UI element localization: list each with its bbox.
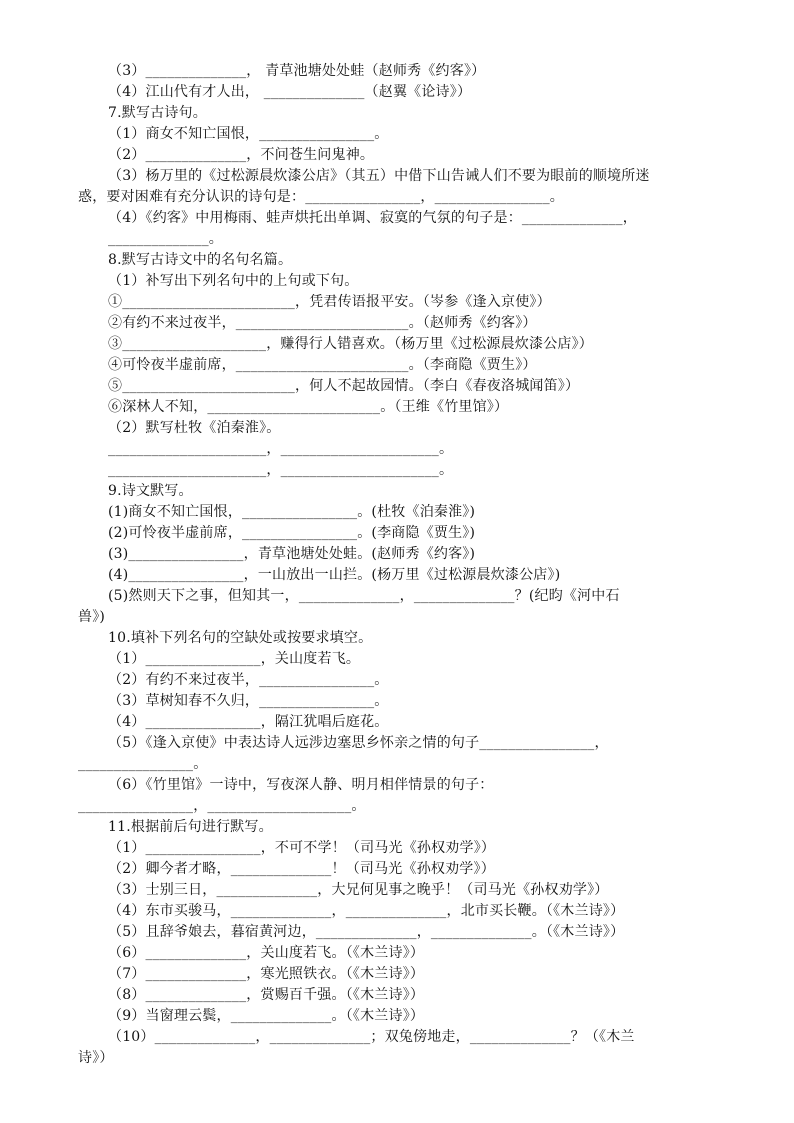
text-line: (2)可怜夜半虚前席，________________。(李商隐《贾生》) <box>108 525 476 541</box>
text-line: （7）______________，寒光照铁衣。（《木兰诗》） <box>108 966 425 982</box>
text-line: ______________________，______________________。 <box>108 441 454 457</box>
section-heading: 7.默写古诗句。 <box>108 105 207 121</box>
text-line: （2）卿今者才略，______________！（司马光《孙权劝学》） <box>108 861 495 877</box>
section-heading: 10.填补下列名句的空缺处或按要求填空。 <box>108 630 373 646</box>
text-line: 诗》） <box>78 1050 114 1066</box>
text-line: ______________________，______________________。 <box>108 462 454 478</box>
text-line: （1）商女不知亡国恨，________________。 <box>108 126 389 142</box>
text-line: （9）当窗理云鬓，______________。（《木兰诗》） <box>108 1008 425 1024</box>
text-line: （4）《约客》中用梅雨、蛙声烘托出单调、寂寞的气氛的句子是：______________， <box>108 210 637 226</box>
text-line: （5）且辞爷娘去，暮宿黄河边，______________，______________。（《木兰诗》） <box>108 924 625 940</box>
text-line: （2）默写杜牧《泊秦淮》。 <box>108 420 281 436</box>
text-line: 兽》) <box>78 609 106 625</box>
text-line: （4）________________，隔江犹唱后庭花。 <box>108 714 389 730</box>
text-line: ________________。 <box>78 756 208 772</box>
text-line: ________________，____________________。 <box>78 798 366 814</box>
text-line: （3）士别三日，______________，大兄何见事之晚乎！（司马光《孙权劝学》） <box>108 882 609 898</box>
text-line: ⑤________________________，何人不起故园情。（李白《春夜洛城闻笛》） <box>108 378 580 394</box>
text-line: (3)________________，青草池塘处处蛙。(赵师秀《约客》) <box>108 546 476 562</box>
text-line: （10）______________，______________；双兔傍地走，______________？（《木兰 <box>108 1029 635 1045</box>
text-line: 惑，要对困难有充分认识的诗句是：________________，________________。 <box>78 189 564 205</box>
text-line: (4)________________，一山放出一山拦。(杨万里《过松源晨炊漆公店》) <box>108 567 561 583</box>
text-line: （8）______________，赏赐百千强。（《木兰诗》） <box>108 987 425 1003</box>
text-line: ①________________________，凭君传语报平安。（岑参《逢入京使》） <box>108 294 551 310</box>
text-line: (5)然则天下之事，但知其一，______________，______________？(纪昀《河中石 <box>108 588 620 604</box>
text-line: （1）________________，关山度若飞。 <box>108 651 361 667</box>
section-heading: 11.根据前后句进行默写。 <box>108 819 273 835</box>
text-line: ③____________________，赚得行人错喜欢。（杨万里《过松源晨炊漆公店》） <box>108 336 593 352</box>
text-line: ⑥深林人不知，________________________。（王维《竹里馆》） <box>108 399 509 415</box>
text-line: ______________。 <box>108 231 223 247</box>
text-line: （1）补写出下列名句中的上句或下句。 <box>108 273 359 289</box>
text-line: （4）江山代有才人出， ______________（赵翼《论诗》） <box>108 84 472 100</box>
text-line: （3）草树知春不久归，________________。 <box>108 693 389 709</box>
section-heading: 8.默写古诗文中的名句名篇。 <box>108 252 293 268</box>
text-line: （4）东市买骏马，______________，______________，北市买长鞭。（《木兰诗》） <box>108 903 625 919</box>
text-line: （5）《逢入京使》中表达诗人远涉边塞思乡怀亲之情的句子________________， <box>108 735 609 751</box>
text-line: (1)商女不知亡国恨，________________。(杜牧《泊秦淮》) <box>108 504 476 520</box>
text-line: ④可怜夜半虚前席，________________________。（李商隐《贾生》） <box>108 357 537 373</box>
text-line: （6）______________，关山度若飞。（《木兰诗》） <box>108 945 425 961</box>
text-line: ②有约不来过夜半，________________________。（赵师秀《约客》） <box>108 315 537 331</box>
text-line: （3）______________， 青草池塘处处蛙（赵师秀《约客》） <box>108 63 486 79</box>
text-line: （2）______________，不问苍生问鬼神。 <box>108 147 375 163</box>
text-line: （1）________________，不可不学！（司马光《孙权劝学》） <box>108 840 496 856</box>
text-line: （2）有约不来过夜半，________________。 <box>108 672 389 688</box>
text-line: （6）《竹里馆》一诗中，写夜深人静、明月相伴情景的句子： <box>108 777 494 793</box>
section-heading: 9.诗文默写。 <box>108 483 193 499</box>
text-line: （3）杨万里的《过松源晨炊漆公店》（其五）中借下山告诫人们不要为眼前的顺境所迷 <box>108 168 650 184</box>
